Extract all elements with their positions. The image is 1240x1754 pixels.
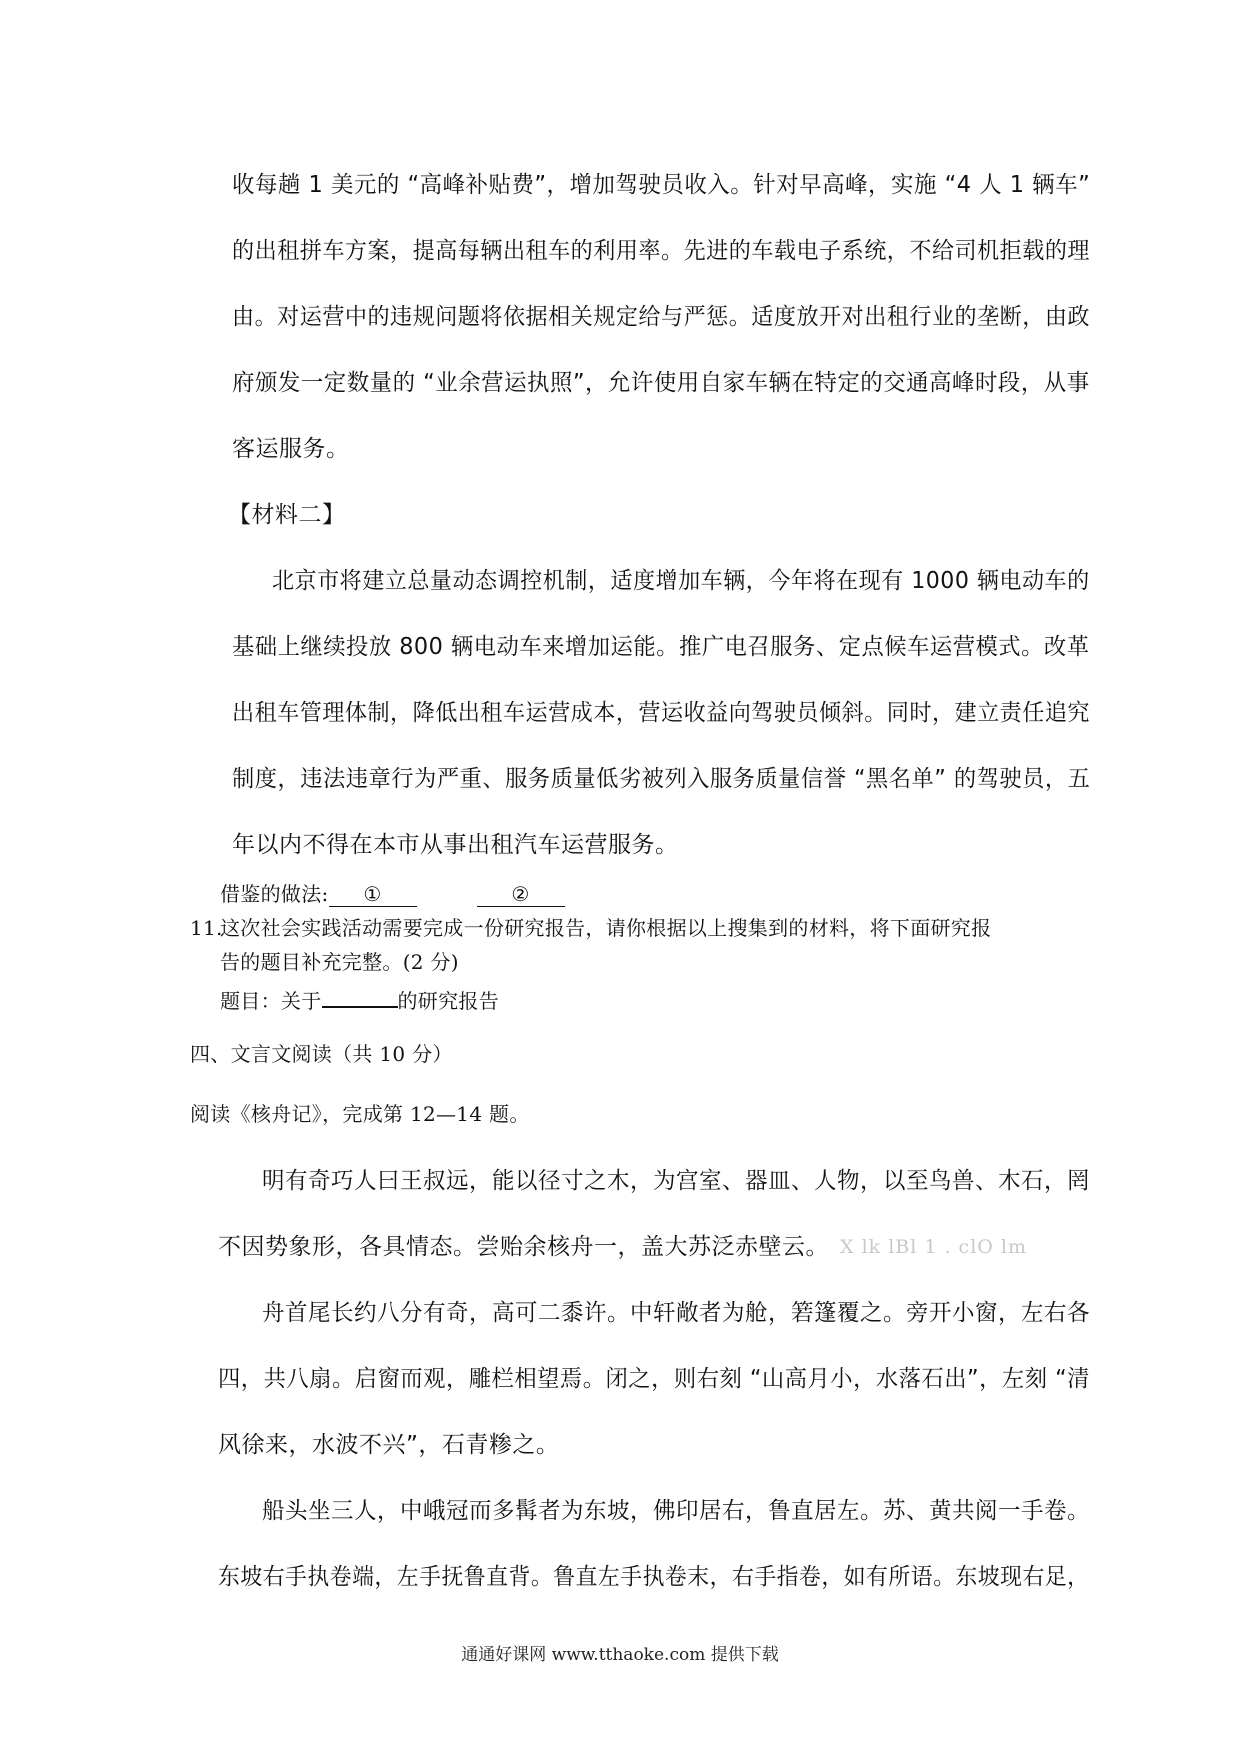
q11-number: 11. xyxy=(190,916,223,940)
q11-title-row xyxy=(220,982,499,1015)
passage-line-4: 四，共八扇。启窗而观，雕栏相望焉。闭之，则右刻 “山高月小，水落石出”，左刻 “清 xyxy=(218,1366,1090,1392)
page-footer: 通通好课网 www.tthaoke.com 提供下载 xyxy=(461,1645,779,1665)
section4-intro: 阅读《核舟记》，完成第 12—14 题。 xyxy=(190,1102,530,1126)
q11-title-suffix: 的研究报告 xyxy=(397,989,499,1013)
q11-title-prefix: 题目：关于 xyxy=(220,989,322,1013)
q11-line-2: 告的题目补充完整。(2 分) xyxy=(220,950,459,974)
material2-line-3: 出租车管理体制，降低出租车运营成本，营运收益向驾驶员倾斜。同时，建立责任追究 xyxy=(232,700,1090,726)
passage-line-2: 不因势象形，各具情态。尝贻余核舟一，盖大苏泛赤壁云。 xyxy=(218,1234,829,1260)
material1-line-3: 由。对运营中的违规问题将依据相关规定给与严惩。适度放开对出租行业的垄断，由政 xyxy=(232,304,1090,330)
answer-blank-1[interactable]: ① xyxy=(329,882,417,907)
q10-answer-row xyxy=(220,880,565,908)
passage-line-1: 明有奇巧人曰王叔远，能以径寸之木，为宫室、器皿、人物，以至鸟兽、木石，罔 xyxy=(262,1168,1090,1194)
material2-line-1: 北京市将建立总量动态调控机制，适度增加车辆，今年将在现有 1000 辆电动车的 xyxy=(272,568,1090,594)
material2-line-4: 制度，违法违章行为严重、服务质量低劣被列入服务质量信誉 “黑名单” 的驾驶员，五 xyxy=(232,766,1091,792)
report-title-blank[interactable] xyxy=(322,982,398,1008)
passage-line-7: 东坡右手执卷端，左手抚鲁直背。鲁直左手执卷末，右手指卷，如有所语。东坡现右足， xyxy=(218,1564,1090,1590)
material2-line-5: 年以内不得在本市从事出租汽车运营服务。 xyxy=(232,832,679,858)
material1-line-4: 府颁发一定数量的 “业余营运执照”，允许使用自家车辆在特定的交通高峰时段，从事 xyxy=(232,370,1090,396)
material1-line-1: 收每趟 1 美元的 “高峰补贴费”，增加驾驶员收入。针对早高峰，实施 “4 人 1 辆车” xyxy=(232,172,1091,198)
answer-blank-2[interactable]: ② xyxy=(477,882,565,907)
passage-line-5: 风徐来，水波不兴”，石青糁之。 xyxy=(218,1432,560,1458)
material2-heading: 【材料二】 xyxy=(228,502,346,528)
q10-answer-label: 借鉴的做法: xyxy=(220,882,329,906)
material1-line-2: 的出租拼车方案，提高每辆出租车的利用率。先进的车载电子系统，不给司机拒载的理 xyxy=(232,238,1090,264)
passage-line-3: 舟首尾长约八分有奇，高可二黍许。中轩敞者为舱，箬篷覆之。旁开小窗，左右各 xyxy=(262,1300,1090,1326)
section4-heading: 四、文言文阅读（共 10 分） xyxy=(190,1042,453,1066)
material2-line-2: 基础上继续投放 800 辆电动车来增加运能。推广电召服务、定点候车运营模式。改革 xyxy=(232,634,1090,660)
q11-line-1: 这次社会实践活动需要完成一份研究报告，请你根据以上搜集到的材料，将下面研究报 xyxy=(220,916,992,940)
material1-line-5: 客运服务。 xyxy=(232,436,350,462)
passage-line-6: 船头坐三人，中峨冠而多髯者为东坡，佛印居右，鲁直居左。苏、黄共阅一手卷。 xyxy=(262,1498,1090,1524)
watermark-text: X lk lBl 1 . clO lm xyxy=(840,1236,1027,1258)
